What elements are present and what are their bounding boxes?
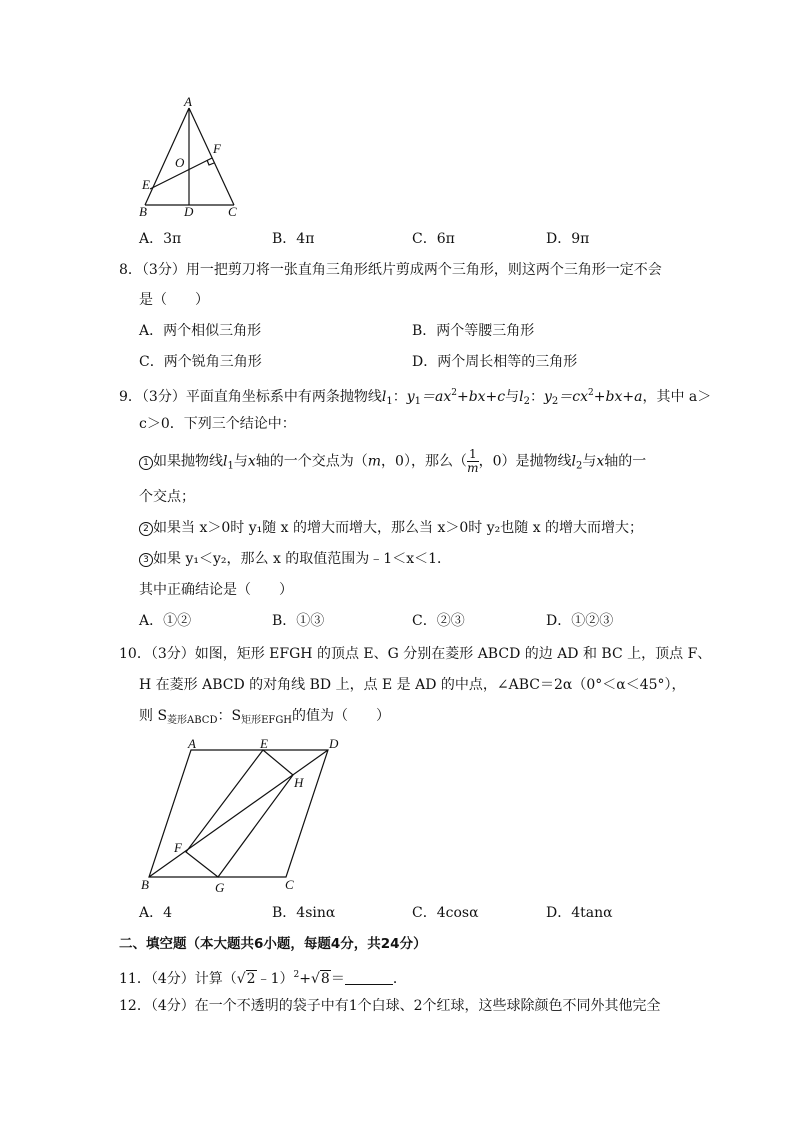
q7-option-a: A．3π (139, 231, 182, 247)
label-F: F (213, 141, 221, 156)
label-C: C (285, 877, 294, 892)
section-heading: 二、填空题（本大题共6小题，每题4分，共24分） (119, 936, 427, 952)
q9-conclusion-1: 1 如果抛物线$l_1$与x轴的一个交点为（m，0），那么（ $\frac{1}{m}$ ，0）是抛物线$l_2$与x轴的一 (139, 448, 646, 477)
q10-option-b: B．4sinα (272, 905, 336, 921)
q10-stem-line3: 则 $S_{菱形ABCD}$：$S_{矩形EFGH}$的值为（ ） (139, 708, 391, 726)
label-B: B (141, 877, 149, 892)
q8-option-b: B．两个等腰三角形 (412, 323, 535, 339)
sqrt-8: 8 (320, 971, 330, 987)
label-E: E (260, 736, 268, 751)
q8-stem-line1: 8．（3分）用一把剪刀将一张直角三角形纸片剪成两个三角形，则这两个三角形一定不会 (119, 262, 662, 278)
q9-conclusion-3: 3 如果 y₁＜y₂，那么 x 的取值范围为﹣1＜x＜1． (139, 549, 451, 569)
label-F: F (174, 840, 182, 855)
q8-option-d: D．两个周长相等的三角形 (412, 354, 578, 370)
q10-stem-line1: 10．（3分）如图，矩形 EFGH 的顶点 E、G 分别在菱形 ABCD 的边 AD 和 BC 上，顶点 F、 (119, 646, 712, 662)
segment-AC (189, 108, 234, 205)
q9-stem-line2: c＞0．下列三个结论中： (139, 416, 296, 432)
q9-conclusion-1-line2: 个交点； (139, 489, 195, 505)
q8-option-c: C．两个锐角三角形 (139, 354, 262, 370)
q7-option-d: D．9π (546, 231, 590, 247)
q7-option-c: C．6π (412, 231, 455, 247)
label-A: A (188, 736, 196, 751)
q9-option-d: D．①②③ (546, 613, 614, 629)
label-B: B (139, 204, 147, 219)
label-C: C (228, 204, 237, 219)
q9-option-a: A．①② (139, 613, 192, 629)
label-E: E (142, 177, 150, 192)
label-H: H (294, 775, 304, 790)
q9-option-c: C．②③ (412, 613, 465, 629)
q9-conclusion-2: 2 如果当 x＞0时 y₁随 x 的增大而增大，那么当 x＞0时 y₂也随 x 的增大而增大； (139, 518, 643, 538)
sqrt-2: 2 (246, 971, 256, 987)
q9-option-b: B．①③ (272, 613, 325, 629)
label-A: A (184, 94, 192, 109)
label-D: D (184, 204, 194, 219)
fraction-1-over-m: $\frac{1}{m}$ (467, 447, 479, 475)
q10-option-d: D．4tanα (546, 905, 613, 921)
diagonal-BD (149, 750, 328, 877)
q10-option-c: C．4cosα (412, 905, 479, 921)
label-O: O (175, 155, 185, 170)
q8-stem-line2: 是（ ） (139, 292, 209, 308)
q11-stem: 11．（4分）计算（√2﹣1）$^2$+√8＝ ． (119, 970, 407, 987)
answer-blank (345, 970, 393, 985)
triangle-figure (130, 92, 260, 222)
q12-stem-line1: 12．（4分）在一个不透明的袋子中有1个白球、2个红球，这些球除颜色不同外其他完全 (119, 998, 661, 1014)
circle-1: 1 (139, 456, 153, 470)
q10-stem-line2: H 在菱形 ABCD 的对角线 BD 上，点 E 是 AD 的中点，∠ABC＝2α（0°＜α＜45°）， (139, 677, 686, 693)
q9-stem-line1: 9．（3分）平面直角坐标系中有两条抛物线$l_1$：$y_1=ax^2+bx+c$与$l_2$：$y_2=cx^2+bx+a$，其中 a＞ (119, 388, 712, 407)
q9-ask: 其中正确结论是（ ） (139, 582, 293, 598)
circle-3: 3 (139, 553, 153, 567)
label-G: G (215, 880, 225, 895)
label-D: D (329, 736, 339, 751)
q8-option-a: A．两个相似三角形 (139, 323, 262, 339)
circle-2: 2 (139, 522, 153, 536)
q7-option-b: B．4π (272, 231, 315, 247)
rhombus-figure (140, 735, 350, 895)
q10-option-a: A．4 (139, 905, 173, 921)
